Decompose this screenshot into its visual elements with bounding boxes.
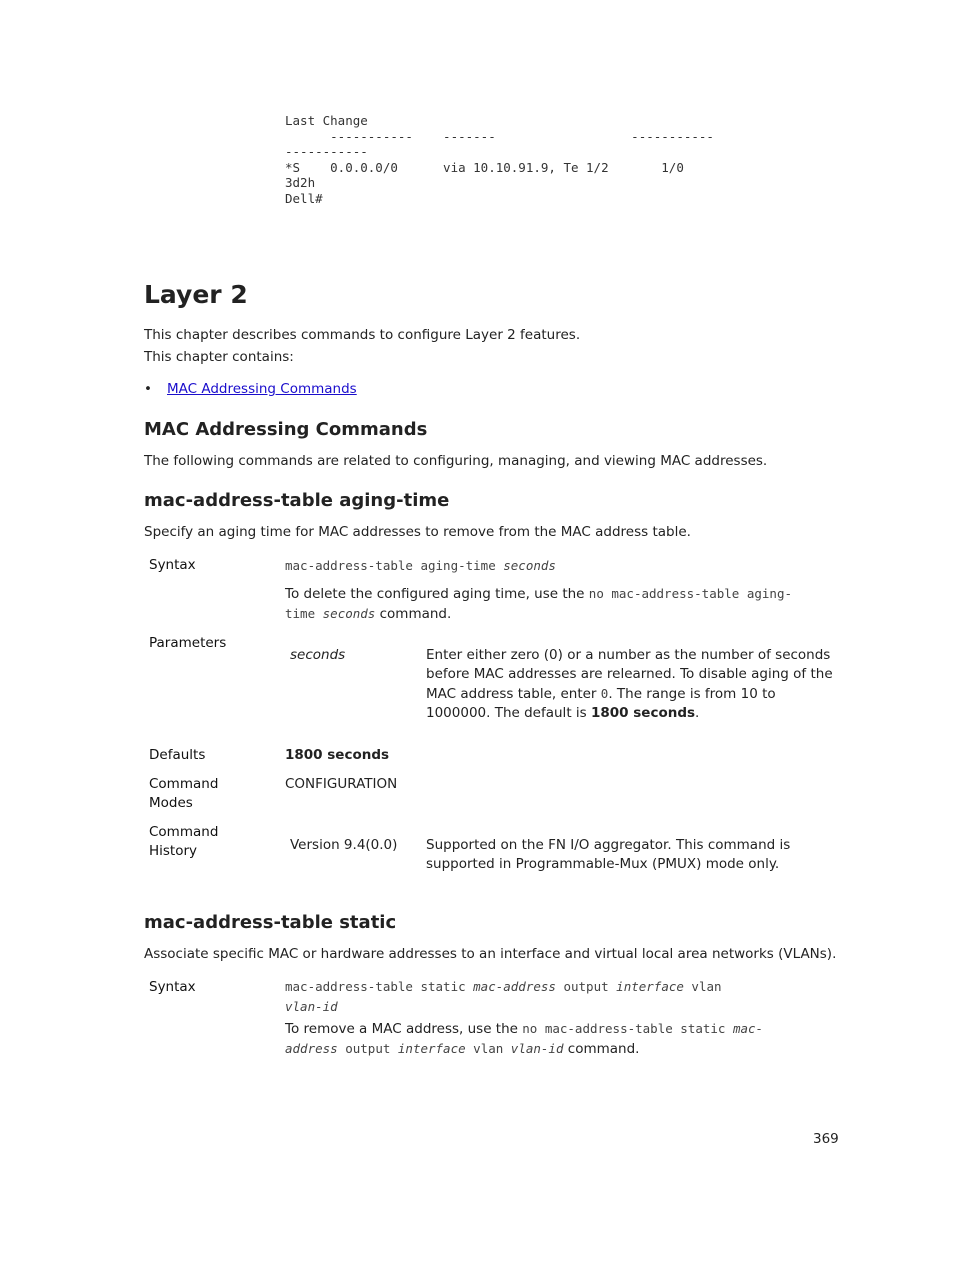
remove-text: To remove a MAC address, use the xyxy=(285,1021,523,1037)
command-history-label-1: Command xyxy=(149,824,219,840)
command-modes-label-1: Command xyxy=(149,776,219,792)
command-title-static: mac-address-table static xyxy=(144,912,397,933)
param-desc-text: . The range is from 10 to xyxy=(608,686,776,702)
toc-link-mac-addressing[interactable]: MAC Addressing Commands xyxy=(167,381,357,397)
cli-output-block xyxy=(285,113,714,206)
delete-command-cont: time xyxy=(285,606,323,621)
history-desc-1: Supported on the FN I/O aggregator. This command is xyxy=(426,837,791,853)
delete-instruction-1 xyxy=(285,584,792,605)
remove-instruction-1 xyxy=(285,1019,763,1040)
syntax-argument: interface xyxy=(616,979,684,994)
delete-text-end: command. xyxy=(375,606,452,622)
command-modes-value: CONFIGURATION xyxy=(285,776,398,792)
param-desc-1: Enter either zero (0) or a number as the number of seconds xyxy=(426,647,831,663)
code-line: Dell# xyxy=(285,190,323,206)
code-line: 3d2h xyxy=(285,175,316,190)
param-desc-text: . xyxy=(695,705,700,721)
param-desc-text: MAC address table, enter xyxy=(426,686,601,702)
section-title: MAC Addressing Commands xyxy=(144,419,428,440)
remove-command: vlan xyxy=(465,1041,511,1056)
syntax-label: Syntax xyxy=(149,557,196,573)
intro-line-1: This chapter describes commands to configure Layer 2 features. xyxy=(144,327,581,343)
command-modes-label-2: Modes xyxy=(149,795,193,811)
param-desc-bold: 1800 seconds xyxy=(590,705,696,721)
delete-instruction-2 xyxy=(285,604,451,625)
code-line: *S 0.0.0.0/0 via 10.10.91.9, Te 1/2 1/0 xyxy=(285,159,684,175)
parameters-label: Parameters xyxy=(149,635,227,651)
static-syntax-line-1 xyxy=(285,977,722,998)
history-desc-2: supported in Programmable-Mux (PMUX) mode only. xyxy=(426,856,780,872)
command-title-aging-time: mac-address-table aging-time xyxy=(144,490,450,511)
param-desc-text: 1000000. The default is xyxy=(426,705,591,721)
command-history-label-2: History xyxy=(149,843,198,859)
syntax-label: Syntax xyxy=(149,979,196,995)
remove-argument: address xyxy=(285,1041,338,1056)
delete-argument: seconds xyxy=(322,606,376,621)
syntax-command: output xyxy=(555,979,617,994)
param-desc-2: before MAC addresses are relearned. To disable aging of the xyxy=(426,666,833,682)
remove-argument: vlan-id xyxy=(510,1041,564,1056)
defaults-value: 1800 seconds xyxy=(285,747,390,763)
remove-argument: mac- xyxy=(732,1021,764,1036)
param-desc-code: 0 xyxy=(600,686,609,701)
param-desc-4 xyxy=(426,704,699,724)
toc-bullet: • xyxy=(144,381,152,397)
param-name: seconds xyxy=(290,647,346,663)
param-desc-3 xyxy=(426,684,776,705)
static-syntax-line-2 xyxy=(285,997,338,1018)
code-line: ----------- xyxy=(285,144,368,159)
code-line: Last Change xyxy=(285,113,368,128)
syntax-command: mac-address-table static xyxy=(285,979,474,994)
remove-instruction-2 xyxy=(285,1039,639,1060)
syntax-line xyxy=(285,556,556,577)
delete-command: no mac-address-table aging- xyxy=(588,586,792,601)
remove-text-end: command. xyxy=(563,1041,640,1057)
syntax-command: vlan xyxy=(683,979,722,994)
command-desc-static: Associate specific MAC or hardware addresses to an interface and virtual local area networks (VLANs). xyxy=(144,946,837,962)
command-desc-aging-time: Specify an aging time for MAC addresses to remove from the MAC address table. xyxy=(144,524,691,540)
syntax-command: mac-address-table aging-time xyxy=(285,558,504,573)
remove-command: output xyxy=(337,1041,398,1056)
syntax-argument: seconds xyxy=(503,558,556,573)
chapter-title: Layer 2 xyxy=(144,280,248,309)
page-number: 369 xyxy=(813,1131,839,1147)
code-line: ----------- ------- ----------- xyxy=(285,128,714,144)
remove-argument: interface xyxy=(397,1041,466,1056)
delete-text: To delete the configured aging time, use the xyxy=(285,586,589,602)
defaults-label: Defaults xyxy=(149,747,206,763)
history-version: Version 9.4(0.0) xyxy=(290,837,398,853)
intro-line-2: This chapter contains: xyxy=(144,349,294,365)
syntax-argument: vlan-id xyxy=(285,999,338,1014)
section-text: The following commands are related to configuring, managing, and viewing MAC addresses. xyxy=(144,453,768,469)
syntax-argument: mac-address xyxy=(473,979,556,994)
remove-command: no mac-address-table static xyxy=(522,1021,733,1036)
